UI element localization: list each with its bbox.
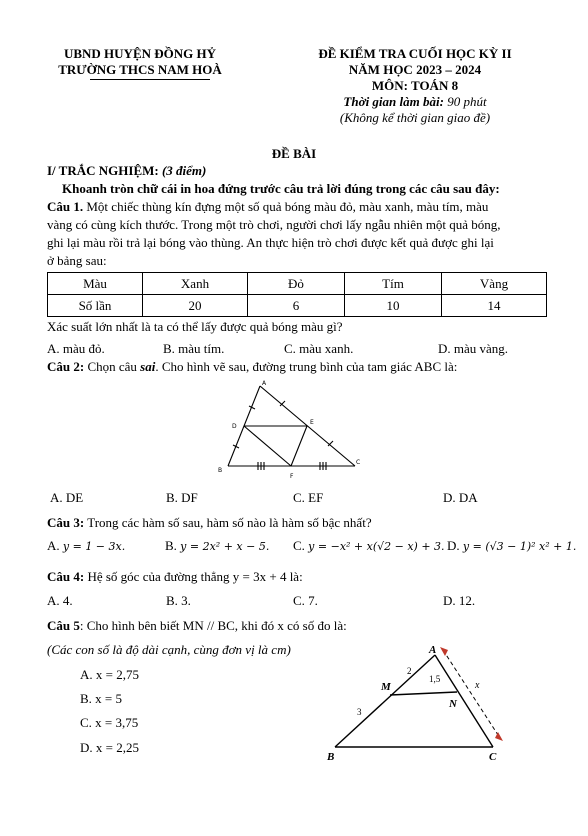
table-row (48, 295, 547, 317)
q1-option-c[interactable]: C. màu xanh. (284, 341, 354, 356)
q5-label-m: M (381, 681, 391, 693)
q2-option-b[interactable]: B. DF (166, 490, 198, 505)
table-cell: 20 (143, 295, 248, 317)
exam-time: Thời gian làm bài: 90 phút (343, 94, 487, 109)
q2-label-e: E (310, 419, 314, 426)
q1-question: Xác suất lớn nhất là ta có thể lấy được quả bóng màu gì? (47, 319, 343, 334)
table-cell: 6 (248, 295, 345, 317)
table-header-cell: Xanh (143, 273, 248, 295)
q5-question: Câu 5: Cho hình bên biết MN // BC, khi đó x có số đo là: (47, 618, 347, 633)
q2-question: Câu 2: Chọn câu sai. Cho hình vẽ sau, đường trung bình của tam giác ABC là: (47, 359, 458, 374)
q5-option-b[interactable]: B. x = 5 (80, 691, 123, 706)
q5-label-c: C (489, 751, 497, 763)
section-heading: I/ TRẮC NGHIỆM: (3 điểm) (47, 163, 207, 178)
q2-option-d[interactable]: D. DA (443, 490, 478, 505)
q5-label-n: N (449, 698, 457, 710)
q3-formula-d: y = (√3 − 1)² x² + 1. (462, 540, 577, 553)
table-header-cell: Màu (48, 273, 143, 295)
table-cell: 10 (345, 295, 442, 317)
q2-label-b: B (218, 467, 223, 474)
q5-label-a: A (429, 644, 437, 656)
q4-option-a[interactable]: A. 4. (47, 593, 73, 608)
q2-label-d: D (232, 423, 237, 430)
q1-option-d[interactable]: D. màu vàng. (438, 341, 509, 356)
q1-line4: ở bảng sau: (47, 253, 107, 268)
school-name: TRƯỜNG THCS NAM HOÀ (58, 62, 222, 77)
q5-length-am: 2 (407, 666, 412, 676)
q2-label-c: C (356, 459, 361, 466)
q5-length-an: 1,5 (429, 674, 441, 684)
table-header-cell: Vàng (442, 273, 547, 295)
q5-label-b: B (327, 751, 335, 763)
q5-triangle-figure (315, 640, 515, 765)
q5-note: (Các con số là độ dài cạnh, cùng đơn vị là cm) (47, 642, 291, 657)
subject: MÔN: TOÁN 8 (371, 78, 459, 93)
school-year: NĂM HỌC 2023 – 2024 (348, 62, 482, 77)
q2-label-f: F (290, 473, 294, 480)
q5-option-c[interactable]: C. x = 3,75 (80, 715, 139, 730)
q1-line2: vàng có cùng kích thước. Trong một trò chơi, người chơi lấy ngẫu nhiên một quả bóng, (47, 217, 501, 232)
q3-option-d[interactable]: D. y = (√3 − 1)² x² + 1. (447, 538, 577, 553)
q4-option-c[interactable]: C. 7. (293, 593, 318, 608)
exam-time-note: (Không kể thời gian giao đề) (339, 110, 491, 125)
q5-option-d[interactable]: D. x = 2,25 (80, 740, 139, 755)
table-row (48, 273, 547, 295)
q1-line3: ghi lại màu rồi trả lại bóng vào thùng. An thực hiện trò chơi được kết quả được ghi lại (47, 235, 494, 250)
q4-question: Câu 4: Hệ số góc của đường thẳng y = 3x + 4 là: (47, 569, 303, 584)
school-district: UBND HUYỆN ĐỒNG HỶ (63, 46, 217, 61)
q2-label-a: A (262, 380, 267, 387)
q2-triangle-figure (210, 378, 380, 486)
school-underline (90, 79, 210, 80)
table-header-cell: Đỏ (248, 273, 345, 295)
q1-option-b[interactable]: B. màu tím. (163, 341, 225, 356)
exam-title: ĐỀ KIỂM TRA CUỐI HỌC KỲ II (318, 46, 512, 61)
page-title: ĐỀ BÀI (271, 146, 317, 161)
q4-option-b[interactable]: B. 3. (166, 593, 191, 608)
q3-formula-b: y = 2x² + x − 5. (180, 540, 270, 553)
q1-table (47, 272, 547, 317)
instruction: Khoanh tròn chữ cái in hoa đứng trước câu trả lời đúng trong các câu sau đây: (62, 181, 500, 196)
q2-option-c[interactable]: C. EF (293, 490, 324, 505)
q3-option-a[interactable]: A. y = 1 − 3x. (47, 538, 126, 553)
q5-length-mb: 3 (357, 707, 362, 717)
q5-length-x: x (475, 680, 480, 691)
q3-formula-a: y = 1 − 3x. (62, 540, 126, 553)
q3-option-b[interactable]: B. y = 2x² + x − 5. (165, 538, 270, 553)
q4-option-d[interactable]: D. 12. (443, 593, 476, 608)
table-cell: 14 (442, 295, 547, 317)
table-header-cell: Tím (345, 273, 442, 295)
q3-question: Câu 3: Trong các hàm số sau, hàm số nào là hàm số bậc nhất? (47, 515, 372, 530)
q1-line1: Câu 1. Một chiếc thùng kín đựng một số quả bóng màu đỏ, màu xanh, màu tím, màu (47, 199, 489, 214)
q3-formula-c: y = −x² + x(√2 − x) + 3. (308, 540, 445, 553)
q2-option-a[interactable]: A. DE (50, 490, 84, 505)
q5-option-a[interactable]: A. x = 2,75 (80, 667, 139, 682)
table-cell: Số lần (48, 295, 143, 317)
q1-option-a[interactable]: A. màu đỏ. (47, 341, 105, 356)
q3-option-c[interactable]: C. y = −x² + x(√2 − x) + 3. (293, 538, 445, 553)
